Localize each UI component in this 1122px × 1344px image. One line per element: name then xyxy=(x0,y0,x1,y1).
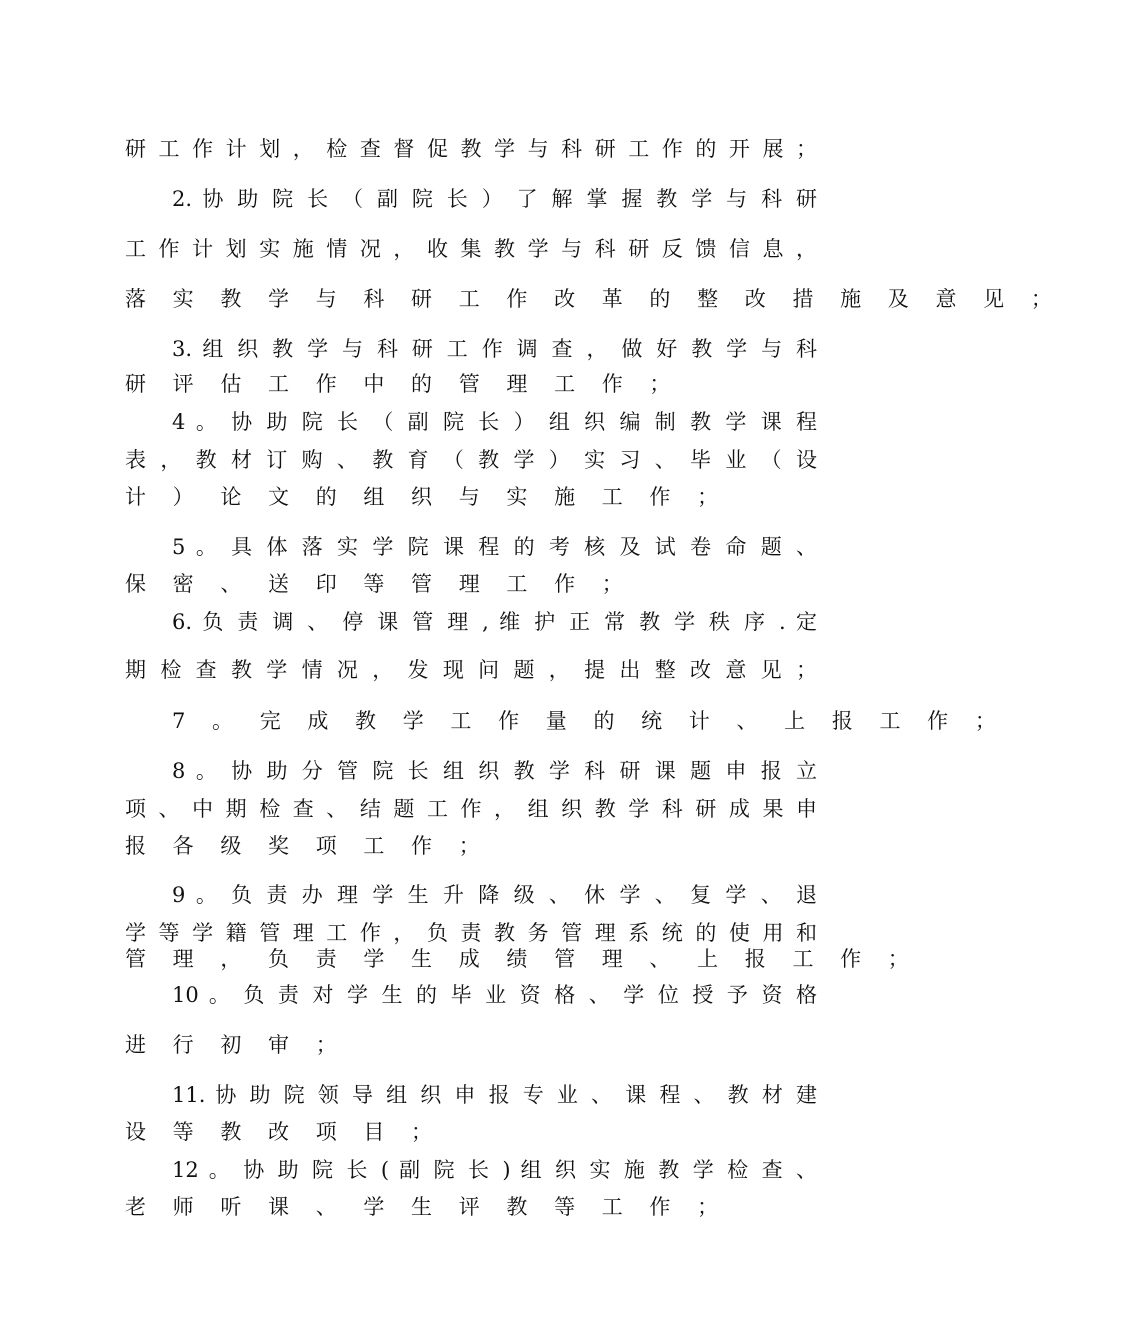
text-line: 进 行 初 审 ； xyxy=(125,1033,347,1057)
text-line: 管 理 ， 负 责 学 生 成 绩 管 理 、 上 报 工 作 ； xyxy=(125,947,919,971)
text-line: 落 实 教 学 与 科 研 工 作 改 革 的 整 改 措 施 及 意 见 ； xyxy=(125,287,1062,311)
text-line: 项 、 中 期 检 查 、 结 题 工 作 ， 组 织 教 学 科 研 成 果 申 xyxy=(125,797,817,821)
text-line: 2. 协 助 院 长 （ 副 院 长 ） 了 解 掌 握 教 学 与 科 研 xyxy=(172,187,817,211)
text-line: 8 。 协 助 分 管 院 长 组 织 教 学 科 研 课 题 申 报 立 xyxy=(172,759,817,783)
text-line: 报 各 级 奖 项 工 作 ； xyxy=(125,834,490,858)
text-line: 工 作 计 划 实 施 情 况 ， 收 集 教 学 与 科 研 反 馈 信 息 ， xyxy=(125,237,817,261)
text-line: 表 ， 教 材 订 购 、 教 育 （ 教 学 ） 实 习 、 毕 业 （ 设 xyxy=(125,448,817,472)
text-line: 学 等 学 籍 管 理 工 作 ， 负 责 教 务 管 理 系 统 的 使 用 和 xyxy=(125,921,817,945)
text-line: 7 。 完 成 教 学 工 作 量 的 统 计 、 上 报 工 作 ； xyxy=(172,709,1006,733)
text-line: 保 密 、 送 印 等 管 理 工 作 ； xyxy=(125,572,633,596)
text-line: 老 师 听 课 、 学 生 评 教 等 工 作 ； xyxy=(125,1195,729,1219)
text-line: 研 工 作 计 划 ， 检 查 督 促 教 学 与 科 研 工 作 的 开 展 ； xyxy=(125,137,817,161)
text-line: 10 。 负 责 对 学 生 的 毕 业 资 格 、 学 位 授 予 资 格 xyxy=(172,983,817,1007)
text-line: 9 。 负 责 办 理 学 生 升 降 级 、 休 学 、 复 学 、 退 xyxy=(172,883,817,907)
text-line: 期 检 查 教 学 情 况 ， 发 现 问 题 ， 提 出 整 改 意 见 ； xyxy=(125,658,817,682)
text-line: 4 。 协 助 院 长 （ 副 院 长 ） 组 织 编 制 教 学 课 程 xyxy=(172,410,817,434)
text-line: 计 ） 论 文 的 组 织 与 实 施 工 作 ； xyxy=(125,485,729,509)
text-line: 12 。 协 助 院 长 ( 副 院 长 ) 组 织 实 施 教 学 检 查 、 xyxy=(172,1158,817,1182)
text-line: 11. 协 助 院 领 导 组 织 申 报 专 业 、 课 程 、 教 材 建 xyxy=(172,1083,817,1107)
text-line: 3. 组 织 教 学 与 科 研 工 作 调 查 ， 做 好 教 学 与 科 xyxy=(172,337,817,361)
text-line: 6. 负 责 调 、 停 课 管 理 , 维 护 正 常 教 学 秩 序 . 定 xyxy=(172,610,817,634)
text-line: 研 评 估 工 作 中 的 管 理 工 作 ； xyxy=(125,372,681,396)
text-line: 设 等 教 改 项 目 ； xyxy=(125,1120,443,1144)
text-line: 5 。 具 体 落 实 学 院 课 程 的 考 核 及 试 卷 命 题 、 xyxy=(172,535,817,559)
